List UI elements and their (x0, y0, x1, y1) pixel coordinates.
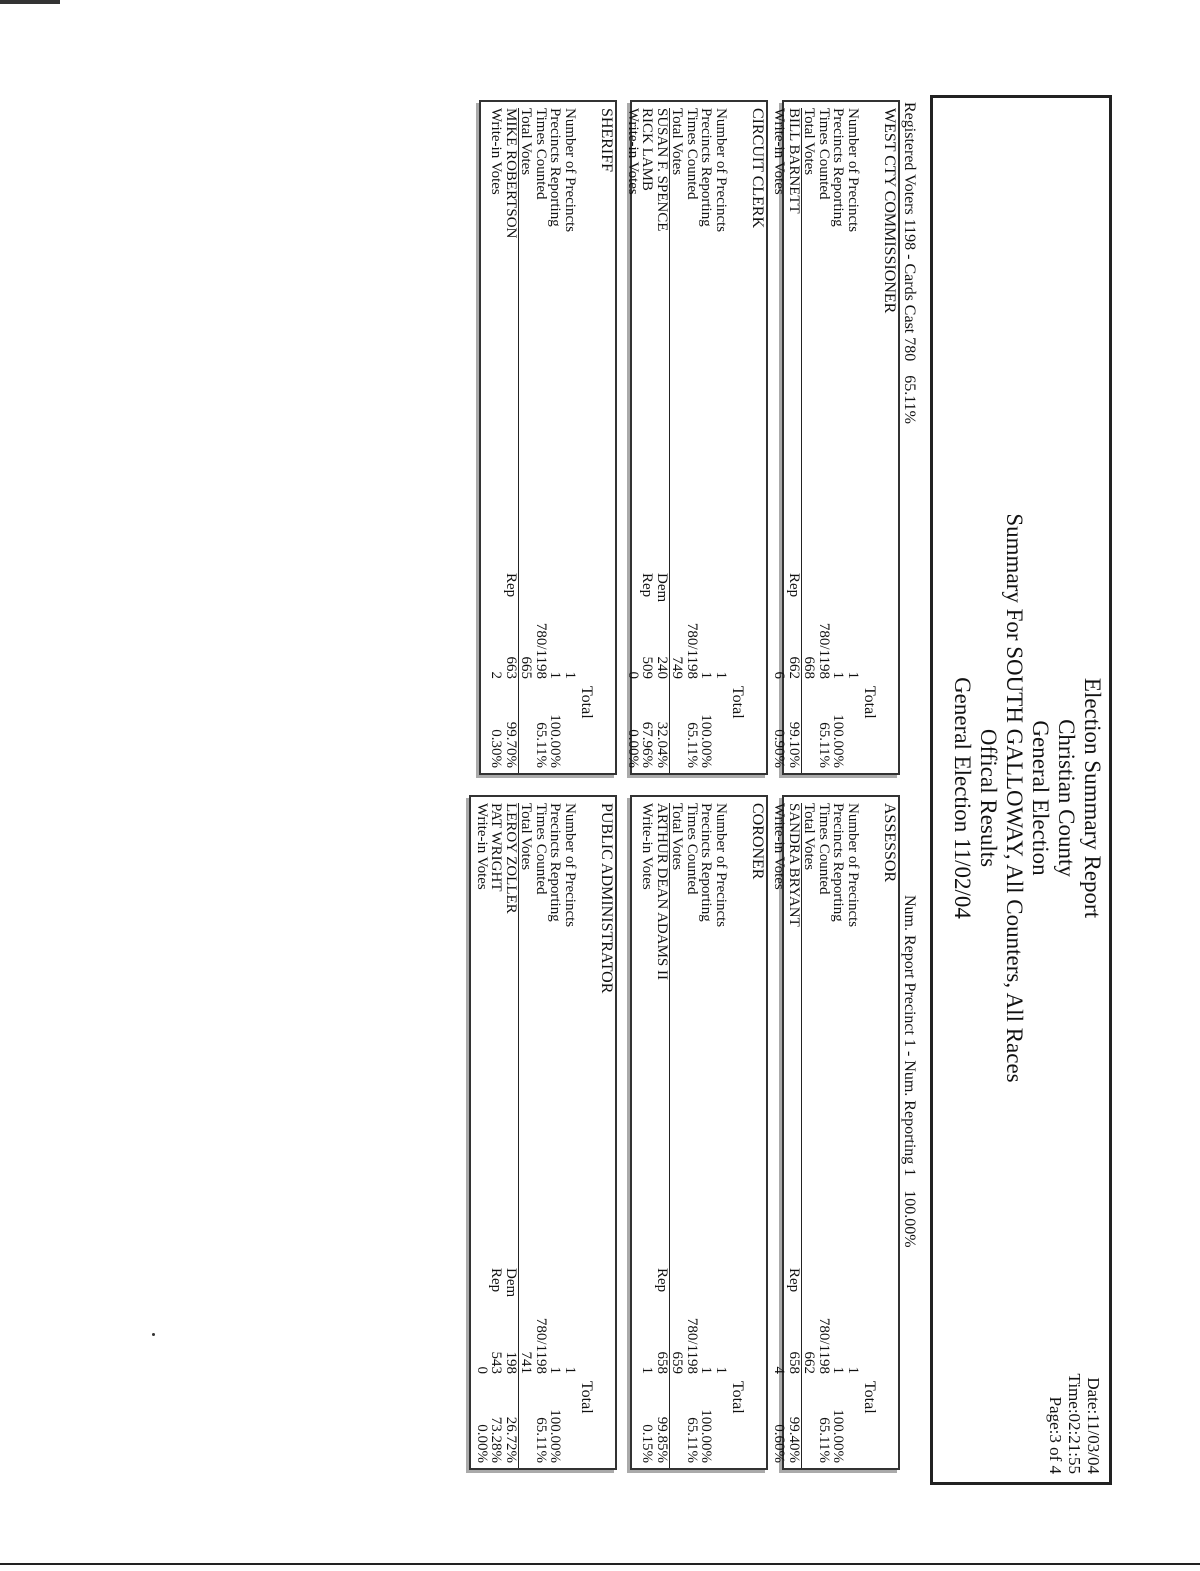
race-circuit-clerk (625, 100, 768, 775)
row-label: PAT WRIGHT (488, 803, 505, 892)
row-value: 1 (830, 1366, 847, 1374)
row-label: Number of Precincts (713, 803, 729, 928)
row-value: 1 (698, 1366, 715, 1374)
row-label: Total Votes (801, 108, 818, 176)
race-title: CORONER (749, 803, 766, 880)
row-percent: 65.11% (684, 722, 700, 768)
row-label: MIKE ROBERTSON (503, 108, 519, 239)
report-header (930, 95, 1112, 1485)
row-value: 780/1198 (816, 622, 832, 679)
header-line: General Election (1028, 720, 1053, 876)
row-percent: 67.96% (639, 721, 656, 768)
race-row (846, 108, 861, 773)
row-percent: 100.00% (698, 714, 715, 768)
row-value: 0 (625, 671, 641, 679)
row-party: Rep (786, 1268, 802, 1293)
row-percent: 100.00% (830, 1409, 847, 1463)
race-coroner (630, 795, 768, 1470)
row-party: Dem (654, 573, 670, 603)
row-value: 1 (562, 1366, 578, 1374)
row-value: 543 (488, 1351, 505, 1374)
row-value: 741 (518, 1351, 535, 1374)
race-row (670, 803, 685, 1468)
race-row (655, 108, 671, 773)
row-percent: 99.10% (786, 721, 802, 768)
race-row (670, 108, 685, 773)
race-row (655, 803, 671, 1468)
row-value: 1 (713, 1366, 729, 1374)
row-label: Times Counted (816, 108, 832, 200)
race-row (817, 803, 832, 1468)
row-label: Write-in Votes (625, 108, 641, 195)
race-row (772, 803, 787, 1468)
row-value: 1 (639, 1366, 656, 1374)
header-line: Offical Results (976, 728, 1001, 868)
row-label: Write-in Votes (771, 803, 788, 890)
row-percent: 0.30% (488, 729, 505, 768)
row-label: Number of Precincts (562, 803, 578, 928)
row-percent: 65.11% (816, 722, 832, 768)
race-row (831, 108, 846, 773)
row-label: Precincts Reporting (830, 803, 847, 922)
row-value: 780/1198 (533, 1317, 549, 1374)
race-row (489, 108, 504, 773)
row-value: 665 (518, 656, 535, 679)
race-title: PUBLIC ADMINISTRATOR (598, 803, 615, 994)
registered-voters-pct: 65.11% (901, 375, 918, 424)
row-label: LEROY ZOLLER (503, 803, 519, 914)
row-value: 1 (845, 1366, 861, 1374)
num-report-pct: 100.00% (901, 1190, 918, 1248)
row-label: Total Votes (669, 803, 686, 871)
row-percent: 100.00% (830, 714, 847, 768)
row-label: Times Counted (816, 803, 832, 895)
race-row (685, 108, 700, 773)
row-value: 1 (547, 1366, 564, 1374)
row-label: Number of Precincts (845, 108, 861, 233)
race-rows (489, 108, 577, 773)
row-label: Number of Precincts (713, 108, 729, 233)
row-percent: 65.11% (684, 1417, 700, 1463)
race-row (504, 108, 520, 773)
race-rows (640, 803, 728, 1468)
header-line: Election Summary Report (1080, 677, 1105, 919)
row-value: 780/1198 (533, 622, 549, 679)
row-party: Rep (488, 1268, 505, 1293)
row-percent: 32.04% (654, 721, 670, 768)
row-percent: 0.00% (474, 1424, 490, 1463)
row-label: Total Votes (801, 803, 818, 871)
row-label: Precincts Reporting (830, 108, 847, 227)
row-label: Write-in Votes (639, 803, 656, 890)
row-label: RICK LAMB (639, 108, 656, 191)
row-value: 1 (547, 671, 564, 679)
row-value: 1 (698, 671, 715, 679)
num-report-line (900, 895, 918, 1248)
row-value: 658 (786, 1351, 802, 1374)
race-west-cty-commissioner (771, 100, 900, 775)
total-column-header: Total (729, 1381, 746, 1414)
total-column-header: Total (729, 686, 746, 719)
race-row (714, 108, 729, 773)
row-percent: 65.11% (816, 1417, 832, 1463)
race-row (489, 803, 504, 1468)
row-value: 749 (669, 656, 686, 679)
race-sheriff (479, 100, 617, 775)
row-percent: 99.85% (654, 1416, 670, 1463)
row-value: 1 (845, 671, 861, 679)
row-label: Write-in Votes (771, 108, 788, 195)
row-value: 780/1198 (684, 1317, 700, 1374)
race-title: WEST CTY COMMISSIONER (881, 108, 898, 314)
row-label: SUSAN F. SPENCE (654, 108, 670, 232)
total-column-header: Total (861, 686, 878, 719)
row-percent: 0.60% (771, 1424, 788, 1463)
row-label: Times Counted (533, 803, 549, 895)
report-time: Time:02:21:55 (1065, 1373, 1084, 1474)
race-row (802, 803, 817, 1468)
race-public-administrator (469, 795, 617, 1470)
race-row (787, 803, 803, 1468)
race-row (475, 803, 490, 1468)
header-title-block (949, 478, 1105, 1118)
row-percent: 0.00% (625, 729, 641, 768)
race-title: ASSESSOR (881, 803, 898, 883)
row-percent: 99.40% (786, 1416, 802, 1463)
row-party: Rep (639, 573, 656, 598)
num-report-text: Num. Report Precinct 1 - Num. Reporting 1 (901, 895, 918, 1177)
race-row (534, 108, 549, 773)
row-label: Precincts Reporting (698, 803, 715, 922)
row-percent: 0.90% (771, 729, 788, 768)
row-party: Dem (503, 1268, 519, 1298)
row-label: Times Counted (533, 108, 549, 200)
registered-voters-line (900, 102, 918, 424)
row-percent: 65.11% (533, 722, 549, 768)
header-line: General Election 11/02/04 (950, 677, 975, 919)
header-meta (1046, 1374, 1103, 1474)
race-row (548, 108, 563, 773)
report-page: Page:3 of 4 (1046, 1396, 1065, 1474)
row-party: Rep (503, 573, 519, 598)
row-label: Precincts Reporting (547, 803, 564, 922)
row-label: SANDRA BRYANT (786, 803, 802, 927)
row-party: Rep (654, 1268, 670, 1293)
race-row (802, 108, 817, 773)
row-label: Number of Precincts (562, 108, 578, 233)
race-title: SHERIFF (598, 108, 615, 173)
row-label: Total Votes (669, 108, 686, 176)
race-row (699, 803, 714, 1468)
race-rows (475, 803, 578, 1468)
race-row (817, 108, 832, 773)
row-percent: 65.11% (533, 1417, 549, 1463)
race-row (626, 108, 641, 773)
race-rows (772, 803, 860, 1468)
row-label: Write-in Votes (488, 108, 505, 195)
total-column-header: Total (578, 1381, 595, 1414)
total-column-header: Total (578, 686, 595, 719)
header-line: Christian County (1054, 719, 1079, 877)
race-row (699, 108, 714, 773)
race-row (685, 803, 700, 1468)
row-value: 1 (713, 671, 729, 679)
row-value: 780/1198 (816, 1317, 832, 1374)
row-percent: 73.28% (488, 1416, 505, 1463)
row-party: Rep (786, 573, 802, 598)
row-label: BILL BARNETT (786, 108, 802, 214)
race-rows (626, 108, 729, 773)
race-row (563, 108, 578, 773)
row-label: Times Counted (684, 108, 700, 200)
row-label: ARTHUR DEAN ADAMS II (654, 803, 670, 981)
header-line: Summary For SOUTH GALLOWAY, All Counters, All Races (1002, 513, 1027, 1083)
race-row (519, 108, 534, 773)
registered-voters-text: Registered Voters 1198 - Cards Cast 780 (901, 102, 918, 362)
race-rows (772, 108, 860, 773)
row-label: Total Votes (518, 108, 535, 176)
row-value: 4 (771, 1366, 788, 1374)
row-label: Number of Precincts (845, 803, 861, 928)
report-date: Date:11/03/04 (1084, 1377, 1103, 1474)
race-row (519, 803, 534, 1468)
race-row (787, 108, 803, 773)
race-row (831, 803, 846, 1468)
row-value: 2 (488, 671, 505, 679)
race-row (640, 803, 655, 1468)
row-value: 198 (503, 1351, 519, 1374)
row-value: 662 (786, 656, 802, 679)
race-row (548, 803, 563, 1468)
row-value: 1 (562, 671, 578, 679)
row-value: 659 (669, 1351, 686, 1374)
row-value: 6 (771, 671, 788, 679)
row-value: 240 (654, 656, 670, 679)
row-value: 1 (830, 671, 847, 679)
race-row (846, 803, 861, 1468)
row-percent: 0.15% (639, 1424, 656, 1463)
row-value: 663 (503, 656, 519, 679)
row-label: Write-in Votes (474, 803, 490, 890)
row-percent: 99.70% (503, 721, 519, 768)
row-percent: 100.00% (547, 714, 564, 768)
row-label: Times Counted (684, 803, 700, 895)
total-column-header: Total (861, 1381, 878, 1414)
race-title: CIRCUIT CLERK (749, 108, 766, 229)
race-row (563, 803, 578, 1468)
row-value: 662 (801, 1351, 818, 1374)
row-percent: 26.72% (503, 1416, 519, 1463)
row-label: Total Votes (518, 803, 535, 871)
race-assessor (771, 795, 900, 1470)
row-value: 658 (654, 1351, 670, 1374)
row-value: 780/1198 (684, 622, 700, 679)
race-row (640, 108, 655, 773)
row-value: 0 (474, 1366, 490, 1374)
row-percent: 100.00% (547, 1409, 564, 1463)
row-label: Precincts Reporting (547, 108, 564, 227)
race-row (504, 803, 520, 1468)
race-row (772, 108, 787, 773)
row-value: 509 (639, 656, 656, 679)
race-row (534, 803, 549, 1468)
row-label: Precincts Reporting (698, 108, 715, 227)
row-percent: 100.00% (698, 1409, 715, 1463)
race-row (714, 803, 729, 1468)
row-value: 668 (801, 656, 818, 679)
